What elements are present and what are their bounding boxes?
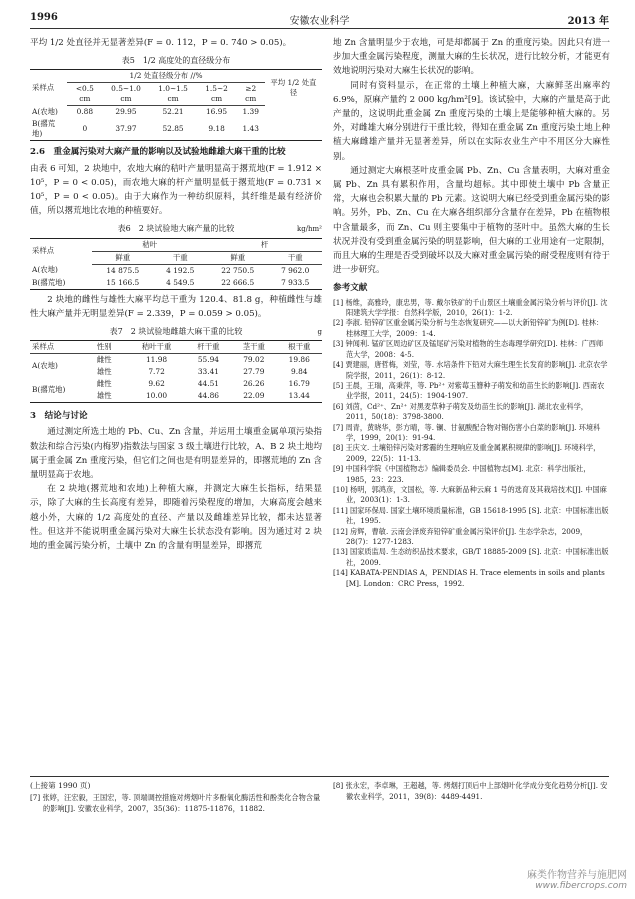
references-list [333,298,610,589]
table5 [30,69,322,141]
year: 2013 年 [567,16,609,27]
reference-item: [6] 刘茵，Cd²⁺、Zn²⁺ 对黑麦草种子萌发及幼苗生长的影响[J]. 湖北农业科学，2011，50(18)：3798-3800. [333,401,588,422]
reference-item: [11] 国家环保局. 国家土壤环境质量标准，GB 15618-1995 [S]. 北京：中国标准出版社，1995. [333,505,609,526]
table-row: B(撂荒地) 15 166.5 4 549.5 22 666.5 7 933.5 [32,277,310,287]
reference-item: [12] 房辉，曹敏. 云南会泽废弃铅锌矿重金属污染评价[J]. 生态学杂志，2009，28(7)：1277-1283. [333,526,588,546]
reference-item: [13] 国家质监局. 生态纺织品技术要求，GB/T 18885-2009 [S]. 北京：中国标准出版社，2009. [333,547,609,567]
continued-references [30,776,609,813]
reference-item: [2] 李淑. 铅锌矿区重金属污染分析与生态恢复研究——以大新铅锌矿为例[D]. 桂林：桂林理工大学，2009：1-4. [333,318,604,338]
t5-group: 1/2 处直径级分布 //% [67,70,265,83]
section-2-6-text: 由表 6 可知，2 块地中，农地大麻的秸叶产量明显高于撂荒地(F = 1.912 × 10⁵，P = 0 < 0.05)，而农地大麻的杆产量明显低于撂荒地(F = 0.731 × 10⁵，P = 0 < 0.05)。由于大麻作为一种纺织原料，其纤维是最有经济价值，所以撂荒地比农地的种植要好。 [30,163,322,217]
table-row: A(农地) 0.88 29.95 52.21 16.95 1.39 [32,107,259,117]
section-3-para-1: 通过测定所选土地的 Pb、Cu、Zn 含量，并运用土壤重金属单项污染指数法和综合污染(内梅罗)指数法与国家 3 级土壤进行比较，A、B 2 块土地均属于重金属 Zn 重度污染，但它们之间也是有明显差异的，即撂荒地的 Zn 含量明显高于农地。 [30,427,322,481]
reference-item: [14] KABATA-PENDIAS A，PENDIAS H. Trace elements in soils and plants [M]. London：CRC Press，1992. [333,568,605,588]
references-heading: 参考文献 [333,283,368,294]
page-number: 1996 [30,12,58,23]
section-2-6-heading: 2.6 重金属污染对大麻产量的影响以及试验地雌雄大麻干重的比较 [30,147,286,158]
table7: 采样点 性别 秸叶干重 杆干重 茎干重 根干重 A(农地) 雌性 11.98 55.94 79.02 19.86 雄性 7.72 33.41 27.79 9.84 B(撂荒地) 雌性 9.62 44.51 26.26 16.79 雄性 10.00 44.86 22.09 13.44 [30,340,322,403]
table5-caption: 表5 1/2 高度处的直径级分布 [121,56,231,66]
right-para-3: 通过测定大麻根茎叶皮重金属 Pb、Zn、Cu 含量表明，大麻对重金属 Pb、Zn 具有累积作用，含量均超标。其中即使土壤中 Pb 含量正常，大麻也会积累大量的 Pb 元素。这说明大麻已经受到重金属污染的影响。另外，Pb、Zn、Cu 在大麻各组织部分含量存在差异，Pb 在植物根中含量最多，而 Zn、Cu 则主要集中于植物的茎叶中。虽然大麻的生长状况并没有受到重金属污染的明显影响，但大麻的工业用途有一定限制，而且大麻的生理是否受到破坏以及大麻对重金属污染的耐受程度则有待于进一步研究。 [333,165,610,276]
table-row: 雄性 10.00 44.86 22.09 13.44 [96,391,310,401]
reference-item: [5] 王晨，王瑞，高秉萍，等. Pb²⁺ 对紫莓玉簪种子萌发和幼苗生长的影响[J]. 西南农业学报，2011，24(5)：1904-1907. [333,380,605,401]
reference-item: [4] 贾建丽，唐哲梅，刘莹，等. 水培条件下铅对大麻生理生长发育的影响[J]. 北京农学院学报，2011，26(1)：8-12. [333,360,608,380]
table-row: A(农地) 14 875.5 4 192.5 22 750.5 7 962.0 [32,265,310,275]
table-row: A(农地) 雌性 11.98 55.94 79.02 19.86 [32,355,310,371]
reference-item: [3] 钟闻利. 锰矿区周边矿区及锰尾矿污染对植物的生态毒理学研究[D]. 桂林：广西师范大学，2008：4-5. [333,339,604,359]
continued-label: (上接第 1990 页) [30,781,91,790]
journal-title: 安徽农业科学 [289,16,350,27]
t5-sub: 0.5~1.0 cm [102,83,149,106]
watermark-line-2: www.fibercrops.com [535,881,627,891]
left-column [30,36,322,553]
section-3-para-2: 在 2 块地(撂荒地和农地)上种植大麻，并测定大麻生长指标，结果显示，除了大麻的生长高度有差异，即随着污染程度的增加，大麻高度会越来越小外，大麻的 1/2 高度处的直径、产量以及雌雄差异比较，都未达显著性。但这并不能说明重金属污染对大麻生长状态没有影响。因为通过对 2 块地的重金属污染分析，土壤中 Zn 的含量有明显差异，即撂荒 [30,484,322,552]
page-header [30,8,609,29]
t5-sub: 1.5~2 cm [197,83,237,106]
table6-caption: 表6 2 块试验地大麻产量的比较 kg/hm² [30,222,322,236]
right-para-2: 同时有资料显示，在正常的土壤上种植大麻，大麻鲜茎出麻率约 6.9%，原麻产量约 2 000 kg/hm²[9]。该试验中，大麻的产量是高于此产量的，这说明此重金属 Zn 重度污染的土壤上是能够种植大麻的。另外，对雌雄大麻分别进行干重比较，得知在重金属 Zn 重度污染土地上种植大麻雌雄产量并无显著差异，所以在实际农业生产中不用区分大麻性别。 [333,80,610,162]
reference-item: [1] 杨维，高雅玲，康忠男，等. 戴尔铁矿的千山景区土壤重金属污染分析与评价[J]. 沈阳建筑大学学报：自然科学版，2010，26(1)：1-2. [333,297,608,318]
t5-col0: 采样点 [32,83,55,93]
table-row: B(撂荒地) 雌性 9.62 44.51 26.26 16.79 [32,379,310,395]
right-para-1: 地 Zn 含量明显少于农地，可是却都属于 Zn 的重度污染。因此只有进一步加大重金属污染程度，测量大麻的生长状况，进行比较分析，才能更有效地说明污染对大麻生长状况的影响。 [333,38,610,77]
t5-sub: <0.5 cm [67,83,102,106]
reference-item: [7] 张婷，汪宏毅，王国宏，等. 顶端调控措施对烤烟叶片多酚氧化酶活性和酚类化合物含量的影响[J]. 安徽农业科学，2007，35(36)：11875-11876，11882. [30,793,321,813]
table-row: B(撂荒地) 0 37.97 52.85 9.18 1.43 [32,119,259,139]
table7-caption: 表7 2 块试验地雌雄大麻干重的比较 g [30,325,322,339]
watermark-line-1: 麻类作物营养与施肥网 [527,870,627,881]
section-3-heading: 3 结论与讨论 [30,411,88,422]
intro-text: 平均 1/2 处直径并无显著差异(F = 0. 112，P = 0. 740 > 0.05)。 [30,38,292,48]
table6-unit: kg/hm² [296,225,322,234]
reference-item: [10] 杨明，郭鸿彦，文国松，等. 大麻新品种云麻 1 号的选育及其栽培技术[J]. 中国麻业，2003(1)：1-3. [333,484,607,505]
t5-sub: ≥2 cm [237,83,265,106]
table7-unit: g [317,328,322,337]
right-column [333,36,610,589]
table6: 采样点 秸叶 杆 鲜重 干重 鲜重 干重 A(农地) 14 875.5 4 192.5 22 750.5 7 962.0 B(撂荒地) 15 166.5 4 549.5 22 666.5 7 933.5 [30,238,322,290]
table-row: 雄性 7.72 33.41 27.79 9.84 [96,367,308,377]
reference-item: [9] 中国科学院《中国植物志》编辑委员会. 中国植物志[M]. 北京：科学出版社，1985，23：223. [333,464,591,484]
mid-text: 2 块地的雌性与雄性大麻平均总干重为 120.4、81.8 g，种植雌性与雄性大麻产量并无明显差异(F = 2.339，P = 0.059 > 0.05)。 [30,294,322,319]
reference-item: [8] 王庆文. 土壤铅锌污染对雾霾的生理响应及重金属累积规律的影响[J]. 环境科学，2009，22(5)：11-13. [333,443,601,463]
reference-item: [8] 张永宏，李卓琳，王超越，等. 烤烟打顶后中上部烟叶化学成分变化趋势分析[J]. 安徽农业科学，2011，39(8)：4489-4491. [333,781,608,801]
reference-item: [7] 周青，黄晓华，彭方晴，等. 镧、甘氨酸配合物对锡伤害小白菜的影响[J]. 环境科学，1999，20(1)：91-94. [333,422,601,442]
t5-sub: 1.0~1.5 cm [150,83,197,106]
site-watermark [527,866,627,891]
t5-last: 平均 1/2 处直径 [270,78,317,98]
